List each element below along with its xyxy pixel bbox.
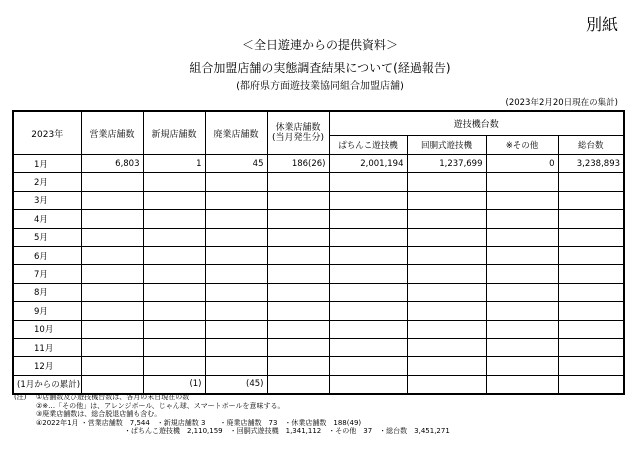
cell-closed	[205, 191, 267, 209]
cell-total	[558, 191, 624, 209]
cell-pachinko	[329, 338, 407, 356]
cell-new	[143, 228, 205, 246]
cumulative-other	[486, 375, 558, 394]
cell-total	[558, 246, 624, 264]
cell-slot	[407, 265, 486, 283]
note-2: ②※…「その他」は、アレンジボール、じゃん球、スマートボールを意味する。	[36, 401, 285, 410]
cell-total: 3,238,893	[558, 155, 624, 173]
table-row	[13, 283, 624, 301]
cell-total	[558, 338, 624, 356]
month-cell: 9月	[13, 302, 81, 320]
table-row	[13, 210, 624, 228]
cell-suspended: 186(26)	[267, 155, 329, 173]
cell-closed	[205, 338, 267, 356]
table-row	[13, 173, 624, 191]
cumulative-suspended	[267, 375, 329, 394]
cell-pachinko	[329, 320, 407, 338]
cell-slot	[407, 338, 486, 356]
cell-suspended	[267, 210, 329, 228]
cell-closed	[205, 283, 267, 301]
report-subtitle: (都府県方面遊技業協同組合加盟店舗)	[236, 81, 404, 92]
table-row	[13, 228, 624, 246]
month-cell: 6月	[13, 246, 81, 264]
cell-suspended	[267, 320, 329, 338]
table-row	[13, 246, 624, 264]
as-of-date: (2023年2月20日現在の集計)	[505, 98, 618, 108]
cell-closed	[205, 302, 267, 320]
notes-tag: (注)	[14, 393, 27, 401]
cell-new	[143, 357, 205, 375]
cell-pachinko	[329, 265, 407, 283]
cell-suspended	[267, 191, 329, 209]
cell-closed	[205, 228, 267, 246]
cell-new	[143, 338, 205, 356]
cell-pachinko	[329, 191, 407, 209]
cell-new: 1	[143, 155, 205, 173]
table-row	[13, 320, 624, 338]
header-closed-stores: 廃業店舗数	[205, 111, 267, 155]
header-other: ※その他	[486, 136, 558, 155]
month-cell: 3月	[13, 191, 81, 209]
cell-stores	[81, 338, 143, 356]
cell-total	[558, 265, 624, 283]
cumulative-total	[558, 375, 624, 394]
cell-suspended	[267, 302, 329, 320]
note-4: ④2022年1月 ・営業店舗数 7,544 ・新規店舗数 3 ・廃業店舗数 73 ・休業店舗数 188(49)	[36, 418, 362, 427]
cell-stores	[81, 283, 143, 301]
cell-suspended	[267, 357, 329, 375]
cell-suspended	[267, 173, 329, 191]
cell-pachinko	[329, 357, 407, 375]
cell-suspended	[267, 338, 329, 356]
cell-pachinko	[329, 173, 407, 191]
month-cell: 7月	[13, 265, 81, 283]
month-cell: 1月	[13, 155, 81, 173]
header-suspended-stores	[267, 111, 329, 155]
cell-suspended	[267, 246, 329, 264]
cell-stores	[81, 228, 143, 246]
table-row	[13, 155, 624, 173]
cell-pachinko	[329, 228, 407, 246]
cell-new	[143, 210, 205, 228]
cell-stores	[81, 357, 143, 375]
cell-other	[486, 320, 558, 338]
source-heading: ＜全日遊連からの提供資料＞	[241, 38, 398, 52]
cumulative-new: (1)	[143, 375, 205, 394]
cell-other	[486, 228, 558, 246]
header-pachinko: ぱちんこ遊技機	[329, 136, 407, 155]
cell-stores	[81, 173, 143, 191]
cell-stores	[81, 191, 143, 209]
cell-stores: 6,803	[81, 155, 143, 173]
cell-slot	[407, 302, 486, 320]
cell-suspended	[267, 228, 329, 246]
cell-other	[486, 265, 558, 283]
table-row	[13, 302, 624, 320]
report-title: 組合加盟店舗の実態調査結果について(経過報告)	[189, 61, 451, 75]
cell-slot: 1,237,699	[407, 155, 486, 173]
attachment-label: 別紙	[585, 15, 618, 34]
month-cell: 5月	[13, 228, 81, 246]
table-row	[13, 357, 624, 375]
cell-suspended	[267, 283, 329, 301]
header-suspended-line2: (当月発生分)	[271, 133, 325, 143]
cell-new	[143, 265, 205, 283]
cell-new	[143, 283, 205, 301]
cell-closed: 45	[205, 155, 267, 173]
cell-new	[143, 246, 205, 264]
cell-stores	[81, 302, 143, 320]
cell-other	[486, 210, 558, 228]
cumulative-pachinko	[329, 375, 407, 394]
month-cell: 11月	[13, 338, 81, 356]
note-1: ①店舗数及び遊技機台数は、各月の末日現在の数	[36, 393, 190, 401]
cell-slot	[407, 246, 486, 264]
cell-total	[558, 173, 624, 191]
cell-other	[486, 283, 558, 301]
cumulative-slot	[407, 375, 486, 394]
cumulative-row	[13, 375, 624, 394]
table-row	[13, 338, 624, 356]
header-stores: 営業店舗数	[81, 111, 143, 155]
notes-section	[14, 393, 450, 436]
cell-slot	[407, 357, 486, 375]
cell-new	[143, 191, 205, 209]
cell-new	[143, 320, 205, 338]
cell-other	[486, 338, 558, 356]
cell-total	[558, 302, 624, 320]
header-new-stores: 新規店舗数	[143, 111, 205, 155]
cell-closed	[205, 265, 267, 283]
cell-slot	[407, 228, 486, 246]
month-cell: 2月	[13, 173, 81, 191]
cell-other	[486, 191, 558, 209]
cell-total	[558, 228, 624, 246]
month-cell: 10月	[13, 320, 81, 338]
cell-suspended	[267, 265, 329, 283]
cell-other	[486, 246, 558, 264]
cell-pachinko	[329, 283, 407, 301]
survey-table	[12, 110, 625, 395]
cell-other	[486, 357, 558, 375]
cell-stores	[81, 210, 143, 228]
cell-pachinko	[329, 246, 407, 264]
table-row	[13, 191, 624, 209]
cumulative-label: (1月からの累計)	[13, 375, 81, 394]
header-year: 2023年	[13, 111, 81, 155]
cell-closed	[205, 210, 267, 228]
cell-other: 0	[486, 155, 558, 173]
cell-stores	[81, 265, 143, 283]
header-slot: 回胴式遊技機	[407, 136, 486, 155]
cell-closed	[205, 246, 267, 264]
cell-pachinko	[329, 302, 407, 320]
month-cell: 4月	[13, 210, 81, 228]
cell-stores	[81, 246, 143, 264]
cell-other	[486, 173, 558, 191]
cumulative-stores	[81, 375, 143, 394]
cell-closed	[205, 173, 267, 191]
cell-closed	[205, 357, 267, 375]
cell-slot	[407, 191, 486, 209]
cell-pachinko: 2,001,194	[329, 155, 407, 173]
header-suspended-line1: 休業店舗数	[275, 123, 321, 133]
note-3: ③廃業店舗数は、総合脱退店舗も含む。	[36, 410, 162, 419]
header-machines-group: 遊技機台数	[329, 111, 624, 136]
month-cell: 12月	[13, 357, 81, 375]
cell-total	[558, 283, 624, 301]
table-row	[13, 265, 624, 283]
cell-stores	[81, 320, 143, 338]
cell-pachinko	[329, 210, 407, 228]
cell-slot	[407, 320, 486, 338]
cell-slot	[407, 283, 486, 301]
month-cell: 8月	[13, 283, 81, 301]
cell-slot	[407, 210, 486, 228]
header-row	[13, 111, 624, 136]
cell-new	[143, 302, 205, 320]
cell-closed	[205, 320, 267, 338]
cell-slot	[407, 173, 486, 191]
cumulative-closed: (45)	[205, 375, 267, 394]
note-5: ・ぱちんこ遊技機 2,110,159 ・回胴式遊技機 1,341,112 ・その他 37 ・総台数 3,451,271	[124, 427, 450, 436]
cell-other	[486, 302, 558, 320]
cell-total	[558, 210, 624, 228]
header-total: 総台数	[558, 136, 624, 155]
cell-total	[558, 357, 624, 375]
cell-total	[558, 320, 624, 338]
cell-new	[143, 173, 205, 191]
